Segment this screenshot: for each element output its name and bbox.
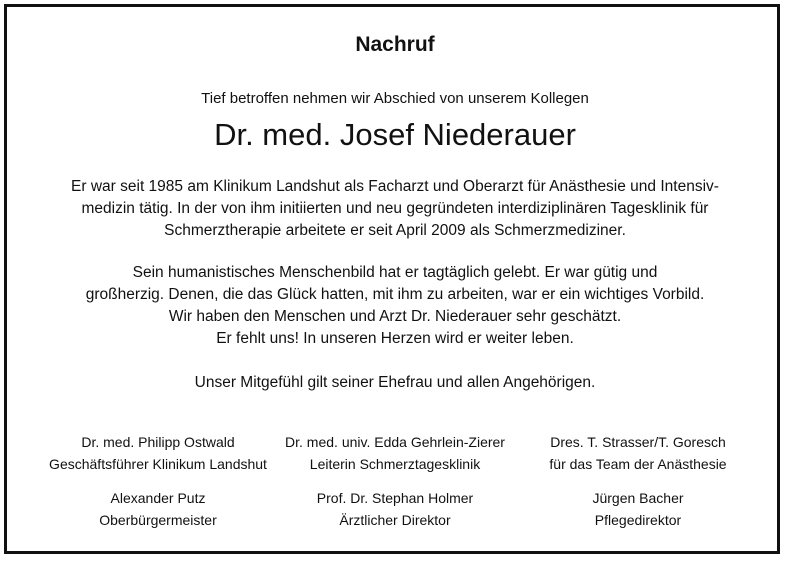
text-line: Wir haben den Menschen und Arzt Dr. Niederauer sehr geschätzt. [168, 308, 622, 325]
signatory-block [99, 487, 217, 531]
paragraph-career [0, 176, 790, 242]
signatory-name: Dr. med. Philipp Ostwald [81, 434, 235, 450]
deceased-name: Dr. med. Josef Niederauer [214, 117, 576, 152]
text-line: Schmerztherapie arbeitete er seit April 2009 als Schmerzmediziner. [164, 222, 626, 239]
signatory-name: Jürgen Bacher [592, 490, 684, 506]
text-line: Er fehlt uns! In unseren Herzen wird er weiter leben. [216, 330, 574, 347]
paragraph-tribute [0, 262, 790, 350]
signatory-name: Alexander Putz [110, 490, 206, 506]
text-line: großherzig. Denen, die das Glück hatten, mit ihm zu arbeiten, war er ein wichtiges Vorbild. [85, 286, 705, 303]
signatory-role: für das Team der Anästhesie [549, 456, 727, 472]
signatory-role: Geschäftsführer Klinikum Landshut [49, 456, 267, 472]
signatory-name: Dres. T. Strasser/T. Goresch [550, 434, 726, 450]
signatory-role: Ärztlicher Direktor [339, 512, 451, 528]
notice-heading: Nachruf [355, 33, 435, 56]
text-line: Unser Mitgefühl gilt seiner Ehefrau und allen Angehörigen. [194, 374, 596, 391]
signatory-name: Dr. med. univ. Edda Gehrlein-Zierer [285, 434, 505, 450]
signatory-block [285, 431, 505, 475]
signatory-block [317, 487, 473, 531]
intro-line: Tief betroffen nehmen wir Abschied von unserem Kollegen [201, 90, 589, 107]
signatory-name: Prof. Dr. Stephan Holmer [316, 490, 474, 506]
signatory-block [592, 487, 683, 531]
text-line: Er war seit 1985 am Klinikum Landshut als Facharzt und Oberarzt für Anästhesie und Intensiv- [71, 178, 719, 195]
signatory-role: Oberbürgermeister [99, 512, 217, 528]
paragraph-condolence [0, 372, 790, 394]
signatory-block [49, 431, 267, 475]
signatory-role: Leiterin Schmerztagesklinik [309, 456, 481, 472]
text-line: Sein humanistisches Menschenbild hat er tagtäglich gelebt. Er war gütig und [132, 264, 658, 281]
text-line: medizin tätig. In der von ihm initiierten und neu gegründeten interdiziplinären Tagesklinik für [81, 200, 709, 217]
signatory-block [549, 431, 726, 475]
signatory-role: Pflegedirektor [594, 512, 682, 528]
